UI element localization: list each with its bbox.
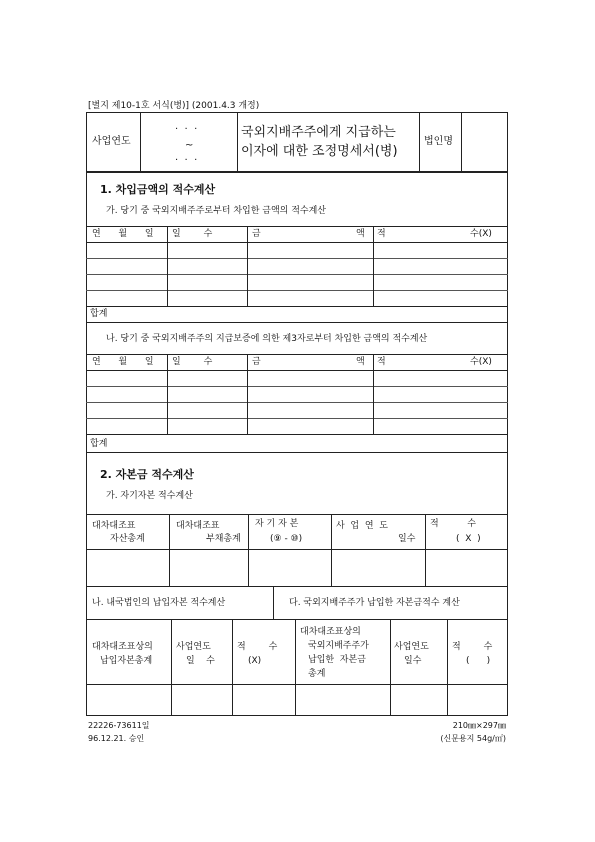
section1-sub-a: 가. 당기 중 국외지배주주로부터 차입한 금액의 적수계산 [106,206,326,216]
equity-col2-line1: 대차대조표 [176,521,220,531]
foreign-col1-line1: 대차대조표상의 [300,627,361,637]
date-tilde: ~ [185,140,194,151]
foreign-col3-line1: 적 수 [452,642,493,652]
table-b-col-amount-right: 액 [356,357,365,367]
equity-col4-line2: 일수 [398,534,416,544]
footer-approval-number: 22226-73611일 [88,721,150,730]
table-a-col-amount-right: 액 [356,229,365,239]
footer-paper-size: 210㎜×297㎜ [452,721,506,730]
table-a-total-label: 합계 [90,309,108,319]
table-b-total-label: 합계 [90,439,108,449]
foreign-col2-line1: 사업연도 [394,642,429,652]
foreign-col2-line2: 일수 [404,656,422,666]
foreign-col1-line3: 납입한 자본금 [308,655,366,665]
paidin-col3-line1: 적 수 [237,642,278,652]
table-b-col-date: 연 월 일 [92,357,154,367]
date-dots-top: · · · [175,124,198,135]
business-year-label: 사업연도 [92,136,131,147]
paidin-col1-line1: 대차대조표상의 [92,642,153,652]
form-title-line2: 이자에 대한 조정명세서(병) [241,144,398,159]
table-b-col-product-left: 적 [377,357,386,367]
table-b-col-product-right: 수(X) [470,357,492,367]
section1-heading: 1. 차입금액의 적수계산 [100,183,216,196]
form-title-line1: 국외지배주주에게 지급하는 [241,125,396,140]
corp-name-label: 법인명 [424,136,453,147]
paidin-col2-line2: 일 수 [186,656,215,666]
foreign-col1-line2: 국외지배주주가 [308,641,369,651]
paidin-col1-line2: 납입자본총계 [100,656,153,666]
table-a-col-product-left: 적 [377,229,386,239]
paidin-col3-line2: (X) [248,656,262,666]
section2-heading: 2. 자본금 적수계산 [100,468,194,481]
table-a-col-amount-left: 금 [252,229,261,239]
equity-col1-line1: 대차대조표 [92,521,136,531]
foreign-col1-line4: 총계 [308,669,326,679]
equity-col3-line1: 자 기 자 본 [255,519,299,529]
equity-col1-line2: 자산총계 [110,534,145,544]
section2-sub-c: 다. 국외지배주주가 납입한 자본금적수 계산 [289,598,460,608]
equity-col5-line2: ( X ) [456,534,481,544]
section2-sub-a: 가. 자기자본 적수계산 [106,491,193,501]
table-b-col-days: 일 수 [172,357,213,367]
equity-col2-line2: 부채총계 [206,534,241,544]
form-body [86,172,508,716]
section2-sub-b: 나. 내국법인의 납입자본 적수계산 [92,598,226,608]
table-b-col-amount-left: 금 [252,357,261,367]
table-a-col-date: 연 월 일 [92,229,154,239]
table-a-col-product-right: 수(X) [470,229,492,239]
equity-col3-line2: (⑨ - ⑩) [270,534,303,544]
foreign-col3-line2: ( ) [466,656,491,666]
paidin-col2-line1: 사업연도 [176,642,211,652]
section1-sub-b: 나. 당기 중 국외지배주주의 지급보증에 의한 제3자로부터 차입한 금액의 적수계산 [106,334,428,344]
equity-col4-line1: 사 업 연 도 [336,521,388,531]
equity-col5-line1: 적 수 [430,519,476,529]
table-a-col-days: 일 수 [172,229,213,239]
footer-approval-date: 96.12.21. 승인 [88,734,145,743]
date-dots-bottom: · · · [175,155,198,166]
form-reference: [별지 제10-1호 서식(병)] (2001.4.3 개정) [88,101,260,111]
footer-paper-type: (신문용지 54g/㎡) [440,734,506,743]
